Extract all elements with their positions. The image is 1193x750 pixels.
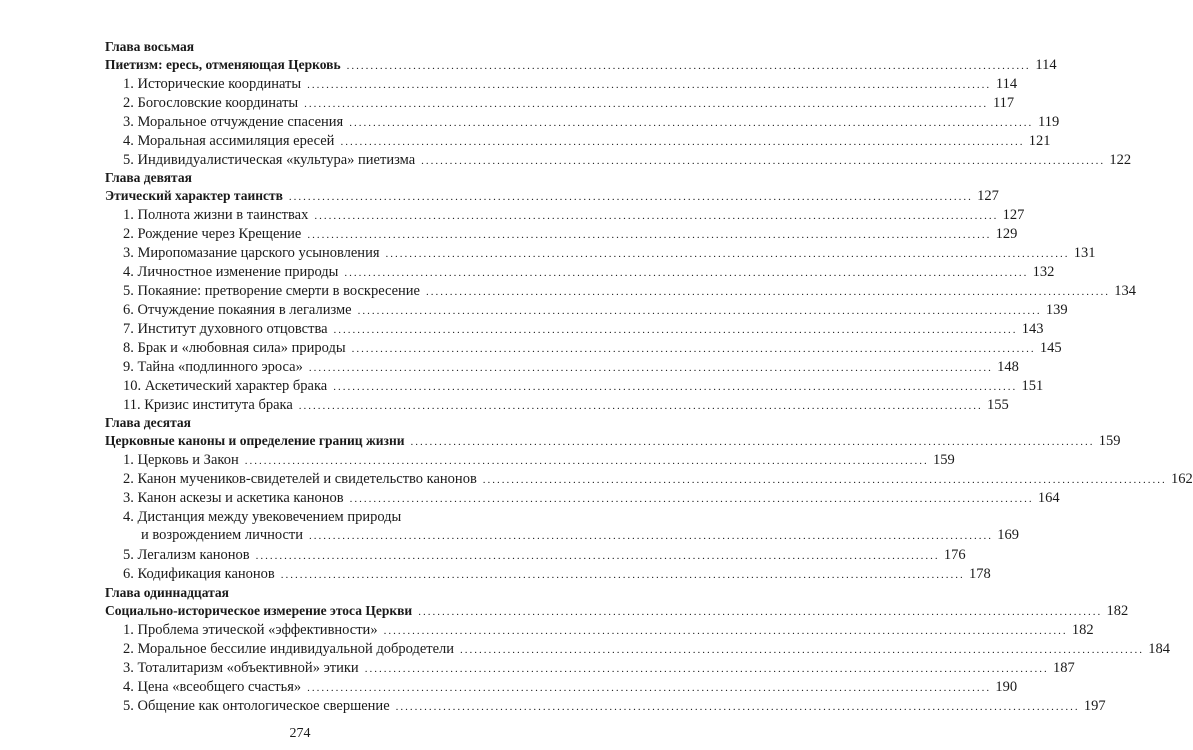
entry-page: 114 bbox=[995, 76, 1018, 92]
entry-page: 159 bbox=[932, 452, 955, 468]
toc-entry[interactable] bbox=[123, 225, 1018, 244]
chapter-title-entry[interactable] bbox=[105, 602, 1129, 621]
toc-entry[interactable] bbox=[123, 621, 1094, 640]
entry-page: 155 bbox=[987, 397, 1009, 413]
dot-leader bbox=[418, 603, 1102, 621]
chapter-title-entry[interactable] bbox=[105, 432, 1121, 451]
entry-page: 148 bbox=[997, 359, 1019, 375]
entry-title: 5. Покаяние: претворение смерти в воскресение bbox=[123, 283, 420, 299]
chapter-title-entry[interactable] bbox=[105, 56, 1057, 75]
entry-title-continued: и возрождением личности bbox=[141, 527, 304, 543]
entry-page: 184 bbox=[1148, 641, 1171, 657]
dot-leader bbox=[314, 207, 998, 225]
toc-entry[interactable] bbox=[123, 282, 1136, 301]
entry-title: 3. Тоталитаризм «объективной» этики bbox=[123, 660, 359, 676]
toc-entry[interactable] bbox=[123, 75, 1018, 94]
dot-leader bbox=[483, 471, 1167, 489]
dot-leader bbox=[309, 359, 993, 377]
entry-page: 182 bbox=[1071, 622, 1094, 638]
dot-leader bbox=[411, 433, 1095, 451]
dot-leader bbox=[299, 397, 983, 415]
entry-page: 176 bbox=[943, 547, 966, 563]
entry-title: 1. Исторические координаты bbox=[123, 76, 302, 92]
entry-title: 4. Цена «всеобщего счастья» bbox=[123, 679, 302, 695]
entry-page: 132 bbox=[1032, 264, 1055, 280]
entry-title: 1. Проблема этической «эффективности» bbox=[123, 622, 378, 638]
dot-leader bbox=[245, 452, 929, 470]
toc-entry[interactable] bbox=[123, 263, 1055, 282]
dot-leader bbox=[396, 698, 1080, 716]
dot-leader bbox=[340, 133, 1024, 151]
entry-page: 187 bbox=[1052, 660, 1075, 676]
chapter-heading: Глава девятая bbox=[105, 170, 192, 185]
entry-title: 4. Дистанция между увековечением природы bbox=[123, 509, 402, 525]
toc-entry[interactable] bbox=[123, 320, 1044, 339]
entry-page: 197 bbox=[1083, 698, 1106, 714]
entry-page: 190 bbox=[995, 679, 1018, 695]
dot-leader bbox=[307, 679, 991, 697]
entry-title: Церковные каноны и определение границ жизни bbox=[105, 433, 405, 448]
chapter-heading: Глава одиннадцатая bbox=[105, 585, 229, 600]
toc-entry[interactable] bbox=[123, 659, 1075, 678]
entry-page: 127 bbox=[977, 188, 999, 204]
toc-entry[interactable] bbox=[123, 358, 1019, 377]
dot-leader bbox=[349, 114, 1033, 132]
dot-leader bbox=[334, 321, 1018, 339]
toc-entry[interactable] bbox=[123, 396, 1009, 415]
entry-page: 164 bbox=[1037, 490, 1060, 506]
dot-leader bbox=[307, 226, 991, 244]
entry-title: 3. Моральное отчуждение спасения bbox=[123, 114, 344, 130]
entry-page: 131 bbox=[1073, 245, 1096, 261]
chapter-title-entry[interactable] bbox=[105, 187, 999, 206]
dot-leader bbox=[304, 95, 988, 113]
entry-page: 129 bbox=[995, 226, 1018, 242]
entry-page: 151 bbox=[1021, 378, 1044, 394]
toc-entry[interactable] bbox=[123, 151, 1132, 170]
entry-page: 139 bbox=[1045, 302, 1068, 318]
entry-page: 178 bbox=[969, 566, 991, 582]
dot-leader bbox=[307, 76, 991, 94]
dot-leader bbox=[309, 527, 993, 545]
toc-entry[interactable] bbox=[123, 451, 955, 470]
toc-entry[interactable] bbox=[123, 489, 1060, 508]
entry-page: 134 bbox=[1114, 283, 1136, 299]
entry-page: 122 bbox=[1109, 152, 1132, 168]
entry-page: 143 bbox=[1021, 321, 1044, 337]
entry-title: 5. Индивидуалистическая «культура» пиетизма bbox=[123, 152, 416, 168]
toc-entry[interactable] bbox=[123, 244, 1096, 263]
dot-leader bbox=[333, 378, 1017, 396]
dot-leader bbox=[386, 245, 1070, 263]
dot-leader bbox=[426, 283, 1110, 301]
page-number: 274 bbox=[289, 726, 311, 741]
toc-entry[interactable] bbox=[123, 206, 1025, 225]
entry-title: 11. Кризис института брака bbox=[123, 397, 293, 413]
chapter-heading: Глава десятая bbox=[105, 415, 191, 430]
entry-title: 1. Церковь и Закон bbox=[123, 452, 239, 468]
entry-title: 2. Рождение через Крещение bbox=[123, 226, 302, 242]
dot-leader bbox=[421, 152, 1105, 170]
entry-page: 117 bbox=[992, 95, 1015, 111]
toc-entry[interactable] bbox=[123, 94, 1015, 113]
toc-entry[interactable] bbox=[123, 546, 966, 565]
dot-leader bbox=[358, 302, 1042, 320]
entry-title: 3. Канон аскезы и аскетика канонов bbox=[123, 490, 344, 506]
toc-entry[interactable] bbox=[123, 640, 1171, 659]
entry-title: 2. Канон мучеников-свидетелей и свидетельство канонов bbox=[123, 471, 477, 487]
entry-title: 10. Аскетический характер брака bbox=[123, 378, 328, 394]
toc-entry[interactable] bbox=[123, 339, 1062, 358]
chapter-heading: Глава восьмая bbox=[105, 39, 195, 54]
entry-title: 5. Общение как онтологическое свершение bbox=[123, 698, 390, 714]
dot-leader bbox=[384, 622, 1068, 640]
entry-title: 5. Легализм канонов bbox=[123, 547, 250, 563]
toc-entry[interactable] bbox=[123, 697, 1106, 716]
dot-leader bbox=[460, 641, 1144, 659]
entry-title: Этический характер таинств bbox=[105, 188, 283, 203]
entry-title: Пиетизм: ересь, отменяющая Церковь bbox=[105, 57, 341, 72]
entry-page: 127 bbox=[1002, 207, 1025, 223]
dot-leader bbox=[281, 566, 965, 584]
toc-entry[interactable] bbox=[123, 565, 991, 584]
dot-leader bbox=[289, 188, 973, 206]
entry-title: 4. Моральная ассимиляция ересей bbox=[123, 133, 335, 149]
entry-page: 162 bbox=[1171, 471, 1193, 487]
dot-leader bbox=[347, 57, 1031, 75]
toc-entry[interactable] bbox=[123, 678, 1018, 697]
entry-title: 1. Полнота жизни в таинствах bbox=[123, 207, 309, 223]
entry-page: 159 bbox=[1098, 433, 1121, 449]
entry-title: 9. Тайна «подлинного эроса» bbox=[123, 359, 303, 375]
toc-entry[interactable] bbox=[123, 113, 1060, 132]
toc-entry[interactable] bbox=[123, 377, 1044, 396]
dot-leader bbox=[352, 340, 1036, 358]
entry-title: 6. Отчуждение покаяния в легализме bbox=[123, 302, 352, 318]
entry-page: 182 bbox=[1106, 603, 1129, 619]
entry-page: 121 bbox=[1028, 133, 1051, 149]
dot-leader bbox=[256, 547, 940, 565]
dot-leader bbox=[365, 660, 1049, 678]
entry-title: 4. Личностное изменение природы bbox=[123, 264, 339, 280]
toc-entry[interactable] bbox=[123, 132, 1051, 151]
entry-page: 145 bbox=[1039, 340, 1062, 356]
entry-title: 8. Брак и «любовная сила» природы bbox=[123, 340, 346, 356]
entry-title: 6. Кодификация канонов bbox=[123, 566, 275, 582]
toc-entry[interactable] bbox=[123, 508, 1020, 545]
entry-title: 7. Институт духовного отцовства bbox=[123, 321, 328, 337]
entry-page: 114 bbox=[1035, 57, 1057, 73]
entry-title: Социально-историческое измерение этоса Церкви bbox=[105, 603, 413, 618]
entry-page: 169 bbox=[997, 527, 1020, 543]
toc-entry[interactable] bbox=[123, 470, 1193, 489]
entry-title: 3. Миропомазание царского усыновления bbox=[123, 245, 380, 261]
dot-leader bbox=[344, 264, 1028, 282]
entry-title: 2. Моральное бессилие индивидуальной добродетели bbox=[123, 641, 455, 657]
dot-leader bbox=[350, 490, 1034, 508]
entry-page: 119 bbox=[1038, 114, 1060, 130]
toc-entry[interactable] bbox=[123, 301, 1068, 320]
entry-title: 2. Богословские координаты bbox=[123, 95, 299, 111]
